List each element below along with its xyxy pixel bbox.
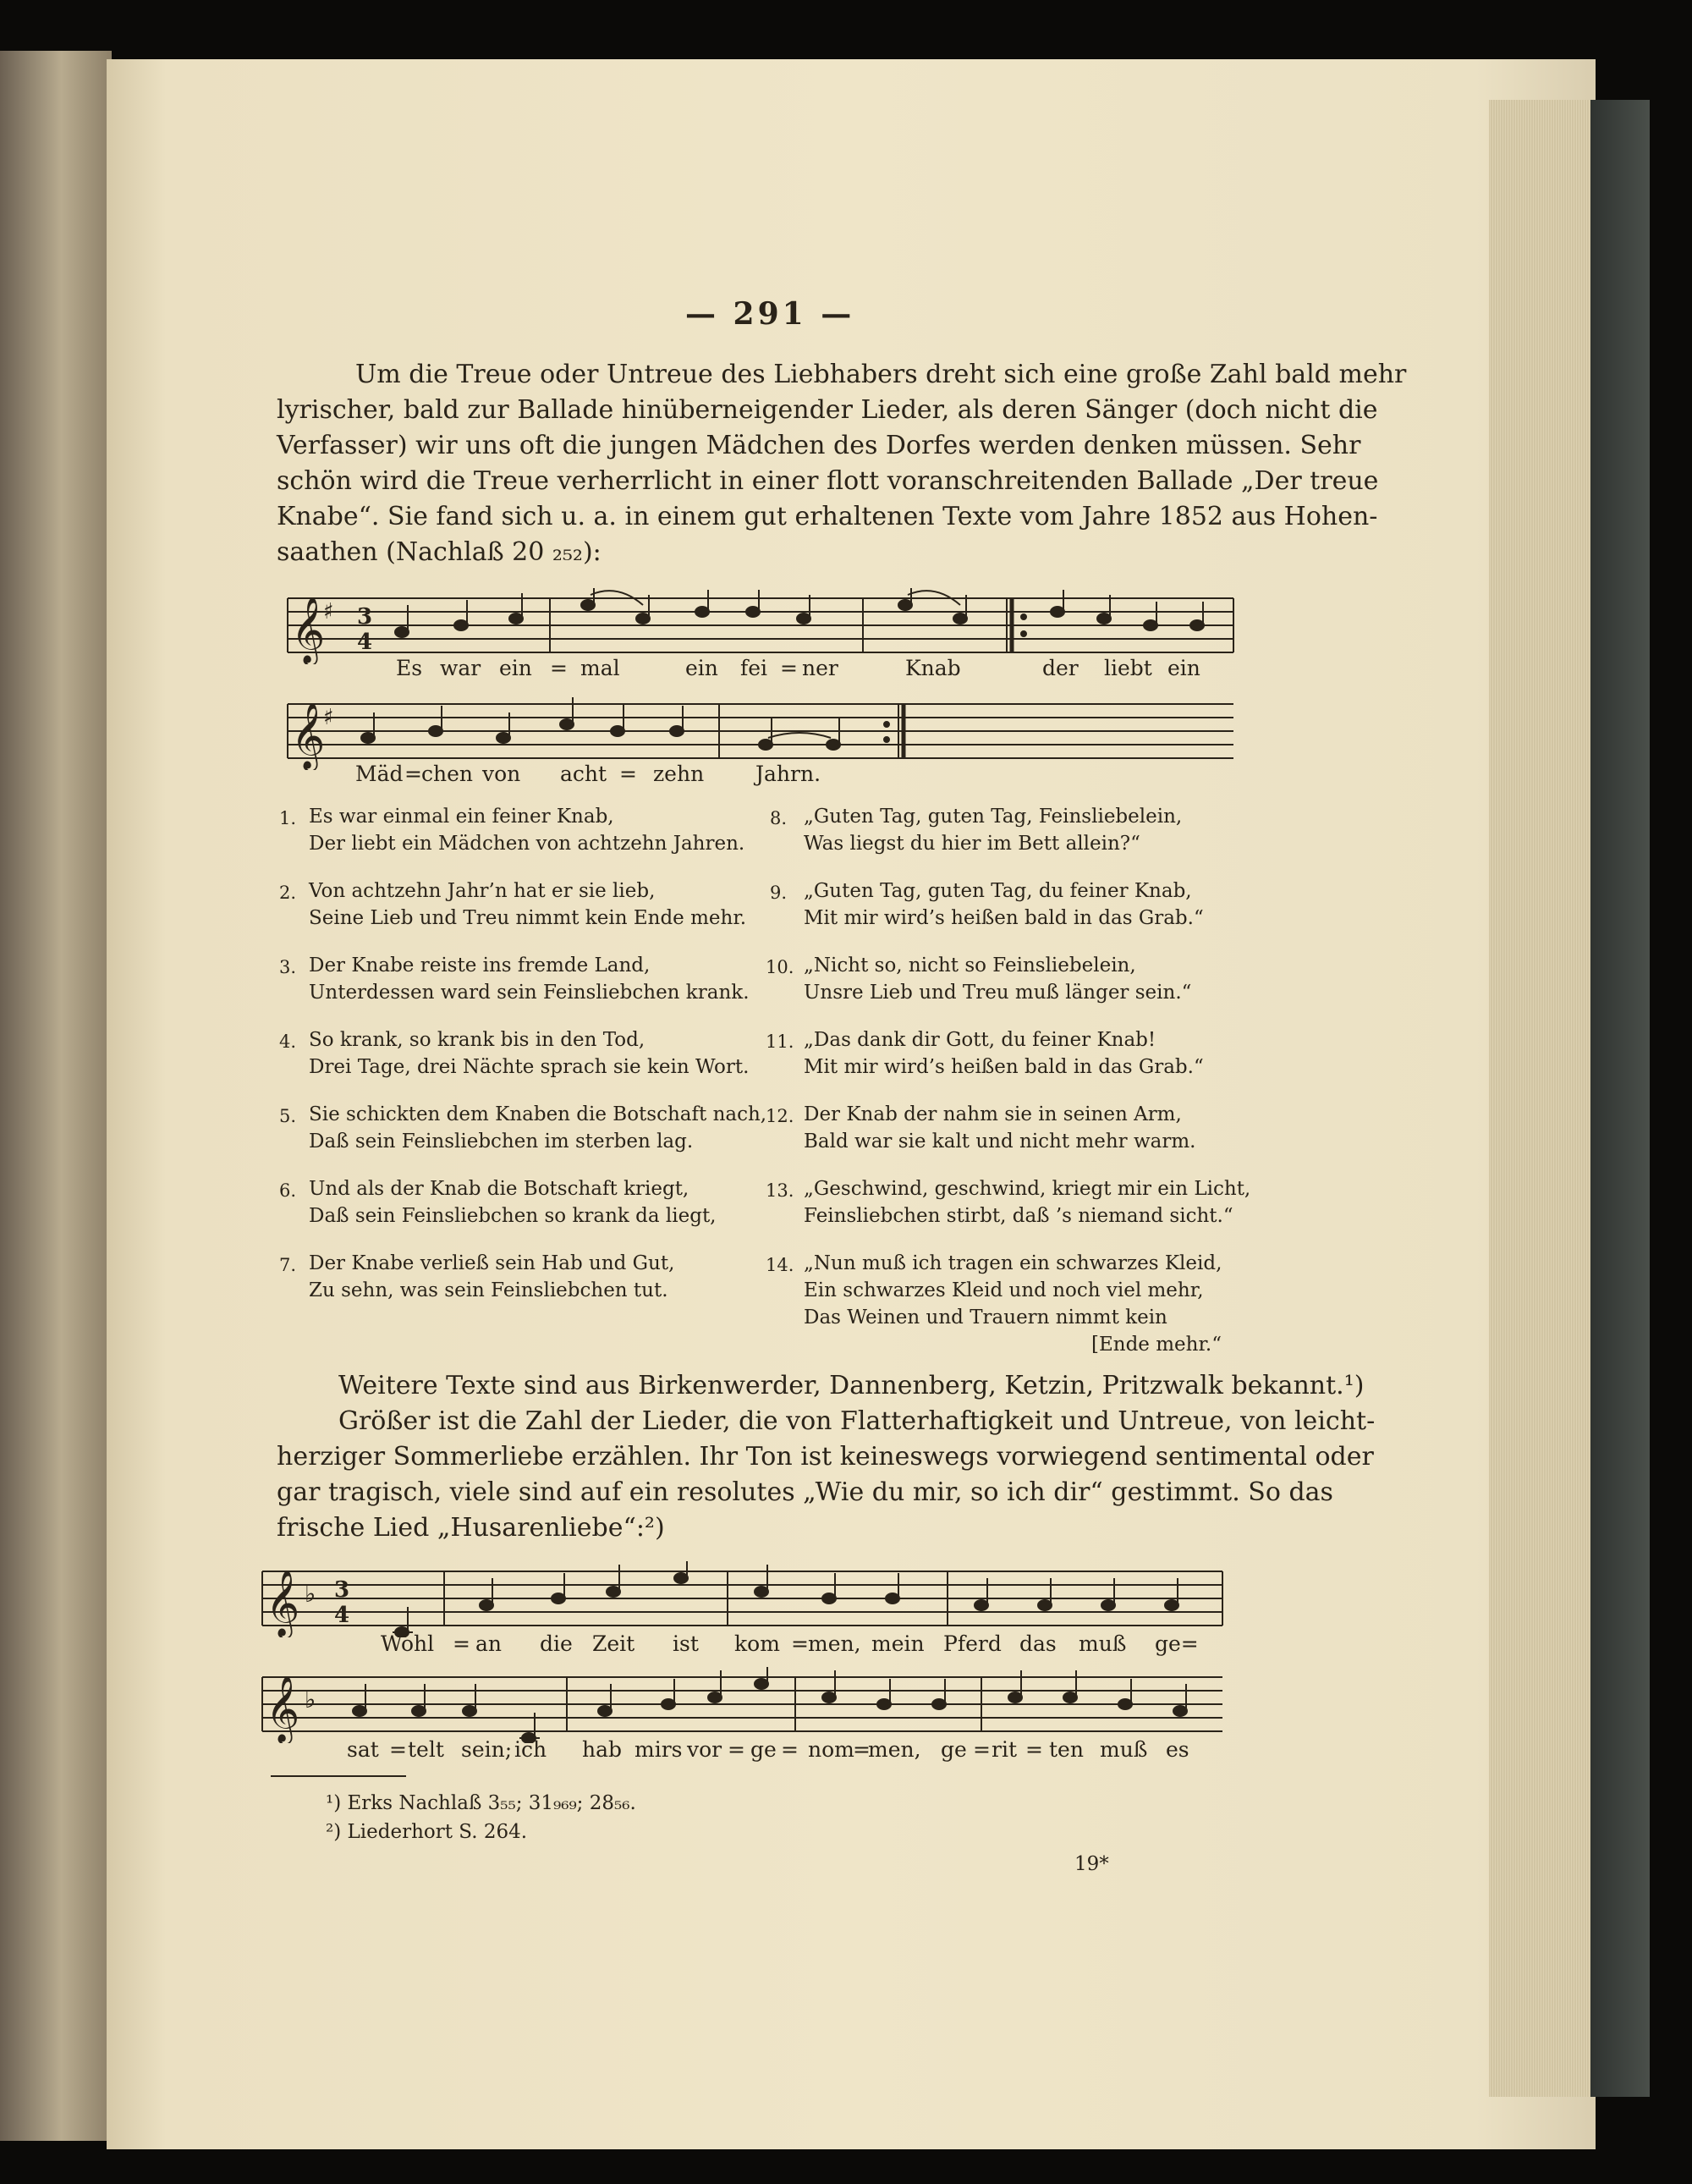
lyric-syllable: an (475, 1631, 503, 1656)
lyric-syllable: = (1025, 1737, 1043, 1762)
verse-line: Der Knabe reiste ins fremde Land, (309, 954, 651, 976)
lyric-syllable: war (440, 656, 481, 680)
verse-number: 4. (279, 1031, 297, 1052)
page-number: — 291 — (685, 296, 855, 332)
flat-icon: ♭ (305, 1686, 316, 1714)
verse-line: „Guten Tag, guten Tag, du feiner Knab, (804, 880, 1192, 902)
treble-clef-icon: 𝄞 (266, 1675, 300, 1742)
time-sig-top: 3 (357, 604, 373, 630)
verse-number: 13. (766, 1180, 794, 1201)
intro-line: Knabe“. Sie fand sich u. a. in einem gut erhaltenen Texte vom Jahre 1852 aus Hohen- (277, 502, 1378, 531)
verse-line: Es war einmal ein feiner Knab, (309, 806, 614, 828)
lyric-syllable: ist (673, 1631, 699, 1656)
lyric-syllable: = (453, 1631, 470, 1656)
lyric-syllable: liebt (1104, 656, 1152, 680)
treble-clef-icon: 𝄞 (291, 597, 326, 663)
verse-number: 12. (766, 1106, 794, 1126)
treble-clef-icon: 𝄞 (266, 1570, 300, 1637)
verse-line: Feinsliebchen stirbt, daß ’s niemand sicht.“ (804, 1205, 1233, 1227)
lyric-syllable: das (1019, 1631, 1057, 1656)
sharp-icon: ♯ (323, 599, 334, 624)
verse-line: Was liegst du hier im Bett allein?“ (804, 833, 1140, 855)
flat-icon: ♭ (305, 1580, 316, 1608)
lyric-syllable: ge (941, 1737, 967, 1762)
verse-line: Von achtzehn Jahr’n hat er sie lieb, (309, 880, 656, 902)
lyric-syllable: = (728, 1737, 745, 1762)
mid-line: gar tragisch, viele sind auf ein resolutes „Wie du mir, so ich dir“ gestimmt. So das (277, 1477, 1333, 1507)
lyric-syllable: Zeit (592, 1631, 635, 1656)
treble-clef-icon: 𝄞 (291, 702, 326, 769)
verse-line: „Nicht so, nicht so Feinsliebelein, (804, 954, 1136, 976)
book-cover (1590, 100, 1650, 2097)
verse-number: 11. (766, 1031, 794, 1052)
lyric-syllable: = (550, 656, 568, 680)
verse-line: Seine Lieb und Treu nimmt kein Ende mehr. (309, 907, 747, 929)
verse-line: Sie schickten dem Knaben die Botschaft nach, (309, 1103, 767, 1125)
lyric-syllable: = (619, 762, 637, 786)
lyric-syllable: acht (560, 762, 607, 786)
verse-number: 14. (766, 1255, 794, 1275)
lyric-syllable: mein (871, 1631, 925, 1656)
mid-line: herziger Sommerliebe erzählen. Ihr Ton ist keineswegs vorwiegend sentimental oder (277, 1442, 1374, 1472)
time-sig-bottom: 4 (357, 630, 373, 655)
sharp-icon: ♯ (323, 705, 334, 730)
lyric-syllable: kom (734, 1631, 780, 1656)
intro-line: Um die Treue oder Untreue des Liebhabers dreht sich eine große Zahl bald mehr (355, 360, 1407, 389)
verse-line: Daß sein Feinsliebchen so krank da liegt, (309, 1205, 717, 1227)
lyric-syllable: Es (396, 656, 423, 680)
lyric-syllable: nom (808, 1737, 854, 1762)
lyric-syllable: Wohl (381, 1631, 435, 1656)
verse-line: Der liebt ein Mädchen von achtzehn Jahren. (309, 833, 745, 855)
lyric-syllable: zehn (653, 762, 705, 786)
music-staff-song2-row1 (254, 1561, 1227, 1637)
verse-number: 10. (766, 957, 794, 977)
footnote-2: ²) Liederhort S. 264. (326, 1821, 528, 1843)
facing-page-edge (0, 51, 112, 2141)
lyric-syllable: ner (802, 656, 838, 680)
verse-line: Und als der Knab die Botschaft kriegt, (309, 1178, 689, 1200)
signature-mark: 19* (1074, 1853, 1109, 1875)
lyric-syllable: vor (687, 1737, 722, 1762)
lyric-syllable: muß (1100, 1737, 1148, 1762)
verse-line: Unterdessen ward sein Feinsliebchen krank. (309, 982, 750, 1004)
verse-line: Mit mir wird’s heißen bald in das Grab.“ (804, 1056, 1204, 1078)
verse-number: 6. (279, 1180, 297, 1201)
lyric-syllable: = (404, 762, 422, 786)
verse-number: 3. (279, 957, 297, 977)
lyric-syllable: men, (808, 1631, 861, 1656)
intro-line: saathen (Nachlaß 20 ₂₅₂): (277, 537, 602, 567)
lyric-syllable: Knab (905, 656, 961, 680)
mid-line: frische Lied „Husarenliebe“:²) (277, 1513, 665, 1543)
verse-line: Ein schwarzes Kleid und noch viel mehr, (804, 1279, 1204, 1301)
verse-line: „Geschwind, geschwind, kriegt mir ein Licht, (804, 1178, 1251, 1200)
verse-number: 8. (770, 808, 788, 828)
verse-line: Daß sein Feinsliebchen im sterben lag. (309, 1131, 694, 1153)
lyric-syllable: muß (1079, 1631, 1127, 1656)
lyric-syllable: ein (1167, 656, 1200, 680)
lyric-syllable: mirs (634, 1737, 683, 1762)
lyric-syllable: Jahrn. (755, 762, 821, 786)
lyric-syllable: der (1042, 656, 1079, 680)
mid-line: Größer ist die Zahl der Lieder, die von Flatterhaftigkeit und Untreue, von leicht- (338, 1406, 1376, 1436)
verse-line: So krank, so krank bis in den Tod, (309, 1029, 645, 1051)
verse-number: 7. (279, 1255, 297, 1275)
footnote-1: ¹) Erks Nachlaß 3₅₅; 31₉₆₉; 28₅₆. (326, 1792, 636, 1814)
lyric-syllable: die (540, 1631, 573, 1656)
lyric-syllable: Mäd (355, 762, 404, 786)
music-staff-song1-row2 (279, 694, 1235, 770)
footnote-rule (271, 1775, 406, 1777)
lyric-syllable: ge (750, 1737, 777, 1762)
verse-number: 2. (279, 883, 297, 903)
lyric-syllable: = (780, 656, 798, 680)
verse-line: Mit mir wird’s heißen bald in das Grab.“ (804, 907, 1204, 929)
intro-line: schön wird die Treue verherrlicht in einer flott voranschreitenden Ballade „Der treue (277, 466, 1379, 496)
lyric-syllable: hab (582, 1737, 623, 1762)
verse-line: Bald war sie kalt und nicht mehr warm. (804, 1131, 1196, 1153)
lyric-syllable: von (482, 762, 521, 786)
intro-line: lyrischer, bald zur Ballade hinüberneigender Lieder, als deren Sänger (doch nicht die (277, 395, 1378, 425)
lyric-syllable: = (389, 1737, 407, 1762)
music-staff-song1-row1 (279, 588, 1235, 664)
verse-line: Das Weinen und Trauern nimmt kein (804, 1307, 1167, 1329)
lyric-syllable: ein (499, 656, 532, 680)
verse-number: 5. (279, 1106, 297, 1126)
lyric-syllable: fei (740, 656, 768, 680)
verse-line: „Das dank dir Gott, du feiner Knab! (804, 1029, 1156, 1051)
song1-row2-notes (361, 697, 889, 750)
verse-line: Der Knab der nahm sie in seinen Arm, (804, 1103, 1182, 1125)
lyric-syllable: = (781, 1737, 799, 1762)
lyric-syllable: men, (868, 1737, 921, 1762)
time-sig-bottom: 4 (334, 1603, 350, 1628)
lyric-syllable: telt (408, 1737, 444, 1762)
verse-line: „Nun muß ich tragen ein schwarzes Kleid, (804, 1252, 1222, 1274)
verse-number: 1. (279, 808, 297, 828)
lyric-syllable: es (1166, 1737, 1189, 1762)
verse-line: [Ende mehr.“ (1091, 1334, 1222, 1356)
lyric-syllable: sein; (461, 1737, 513, 1762)
lyric-syllable: = (791, 1631, 809, 1656)
lyric-syllable: Pferd (943, 1631, 1002, 1656)
music-staff-song2-row2 (254, 1667, 1227, 1743)
lyric-syllable: ich (514, 1737, 547, 1762)
time-sig-top: 3 (334, 1577, 350, 1603)
verse-line: „Guten Tag, guten Tag, Feinsliebelein, (804, 806, 1183, 828)
verse-line: Drei Tage, drei Nächte sprach sie kein Wort. (309, 1056, 750, 1078)
verse-line: Unsre Lieb und Treu muß länger sein.“ (804, 982, 1192, 1004)
page-block-edge (1489, 100, 1590, 2097)
verse-number: 9. (770, 883, 788, 903)
lyric-syllable: = (973, 1737, 991, 1762)
lyric-syllable: ten (1049, 1737, 1084, 1762)
verse-line: Der Knabe verließ sein Hab und Gut, (309, 1252, 675, 1274)
lyric-syllable: mal (580, 656, 620, 680)
lyric-syllable: chen (421, 762, 473, 786)
mid-line: Weitere Texte sind aus Birkenwerder, Dannenberg, Ketzin, Pritzwalk bekannt.¹) (338, 1371, 1365, 1400)
lyric-syllable: ein (685, 656, 718, 680)
verse-line: Zu sehn, was sein Feinsliebchen tut. (309, 1279, 668, 1301)
lyric-syllable: sat (347, 1737, 379, 1762)
lyric-syllable: = (853, 1737, 871, 1762)
intro-line: Verfasser) wir uns oft die jungen Mädchen des Dorfes werden denken müssen. Sehr (277, 431, 1361, 460)
lyric-syllable: rit (992, 1737, 1017, 1762)
lyric-syllable: ge= (1155, 1631, 1199, 1656)
